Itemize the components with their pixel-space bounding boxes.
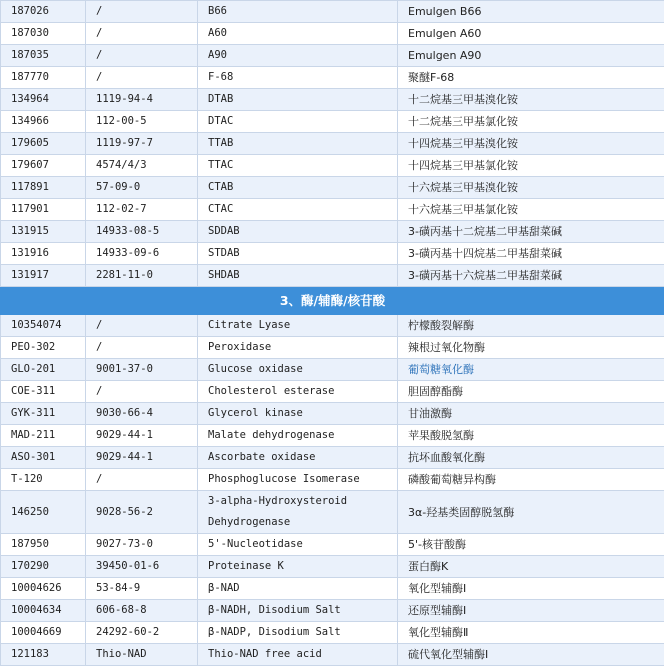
table-row bbox=[1, 45, 664, 67]
table-row bbox=[1, 622, 664, 644]
catalog-number-cell: 10354074 bbox=[1, 315, 86, 337]
cas-number-cell: 9001-37-0 bbox=[86, 359, 198, 381]
cas-number-cell: 39450-01-6 bbox=[86, 556, 198, 578]
product-name-cell bbox=[198, 491, 398, 534]
catalog-number-cell: 187950 bbox=[1, 534, 86, 556]
table-row bbox=[1, 578, 664, 600]
catalog-number-cell: 117901 bbox=[1, 199, 86, 221]
table-row bbox=[1, 491, 664, 534]
chinese-name-cell: 甘油激酶 bbox=[398, 403, 664, 425]
chinese-name-cell: 还原型辅酶Ⅰ bbox=[398, 600, 664, 622]
chinese-name-cell: Emulgen B66 bbox=[398, 1, 664, 23]
catalog-number-cell: 187030 bbox=[1, 23, 86, 45]
table-row bbox=[1, 600, 664, 622]
product-name-cell: Peroxidase bbox=[198, 337, 398, 359]
product-name-cell: Malate dehydrogenase bbox=[198, 425, 398, 447]
table-row bbox=[1, 556, 664, 578]
table-row bbox=[1, 359, 664, 381]
chinese-name-cell: Emulgen A90 bbox=[398, 45, 664, 67]
product-name-line-2: Dehydrogenase bbox=[208, 516, 291, 528]
cas-number-cell: / bbox=[86, 45, 198, 67]
product-name-cell: Proteinase K bbox=[198, 556, 398, 578]
product-name-cell: DTAC bbox=[198, 111, 398, 133]
cas-number-cell: / bbox=[86, 23, 198, 45]
chinese-name-cell: 磷酸葡萄糖异构酶 bbox=[398, 469, 664, 491]
catalog-number-cell: GLO-201 bbox=[1, 359, 86, 381]
product-name-cell: 5'-Nucleotidase bbox=[198, 534, 398, 556]
cas-number-cell: 9028-56-2 bbox=[86, 491, 198, 534]
cas-number-cell: 1119-97-7 bbox=[86, 133, 198, 155]
catalog-number-cell: 131915 bbox=[1, 221, 86, 243]
catalog-number-cell: 146250 bbox=[1, 491, 86, 534]
cas-number-cell: 53-84-9 bbox=[86, 578, 198, 600]
chinese-name-cell: 辣根过氧化物酶 bbox=[398, 337, 664, 359]
cas-number-cell: 606-68-8 bbox=[86, 600, 198, 622]
table-row bbox=[1, 155, 664, 177]
chinese-name-cell: 十四烷基三甲基溴化铵 bbox=[398, 133, 664, 155]
product-name-cell: Cholesterol esterase bbox=[198, 381, 398, 403]
product-name-cell: A90 bbox=[198, 45, 398, 67]
cas-number-cell: 1119-94-4 bbox=[86, 89, 198, 111]
chinese-name-cell: 十六烷基三甲基氯化铵 bbox=[398, 199, 664, 221]
table-row bbox=[1, 337, 664, 359]
product-name-cell: STDAB bbox=[198, 243, 398, 265]
chinese-name-cell: 十二烷基三甲基氯化铵 bbox=[398, 111, 664, 133]
catalog-number-cell: MAD-211 bbox=[1, 425, 86, 447]
chinese-name-cell: 5'-核苷酸酶 bbox=[398, 534, 664, 556]
chinese-name-cell: 3-磺丙基十二烷基二甲基甜菜碱 bbox=[398, 221, 664, 243]
catalog-number-cell: 131917 bbox=[1, 265, 86, 287]
chinese-name-link[interactable]: 葡萄糖氧化酶 bbox=[398, 359, 664, 381]
table-row bbox=[1, 265, 664, 287]
cas-number-cell: / bbox=[86, 67, 198, 89]
cas-number-cell: 14933-09-6 bbox=[86, 243, 198, 265]
table-row bbox=[1, 243, 664, 265]
product-name-cell: SHDAB bbox=[198, 265, 398, 287]
table-row bbox=[1, 447, 664, 469]
cas-number-cell: 14933-08-5 bbox=[86, 221, 198, 243]
catalog-number-cell: 131916 bbox=[1, 243, 86, 265]
table-row bbox=[1, 221, 664, 243]
cas-number-cell: / bbox=[86, 381, 198, 403]
product-name-cell: F-68 bbox=[198, 67, 398, 89]
cas-number-cell: 9030-66-4 bbox=[86, 403, 198, 425]
catalog-number-cell: 117891 bbox=[1, 177, 86, 199]
cas-number-cell: 112-00-5 bbox=[86, 111, 198, 133]
table-row bbox=[1, 381, 664, 403]
chinese-name-cell: 十六烷基三甲基溴化铵 bbox=[398, 177, 664, 199]
chinese-name-cell: 柠檬酸裂解酶 bbox=[398, 315, 664, 337]
chinese-name-cell: 聚醚F-68 bbox=[398, 67, 664, 89]
table-row bbox=[1, 111, 664, 133]
catalog-number-cell: PEO-302 bbox=[1, 337, 86, 359]
cas-number-cell: 4574/4/3 bbox=[86, 155, 198, 177]
catalog-number-cell: GYK-311 bbox=[1, 403, 86, 425]
chinese-name-cell: 十二烷基三甲基溴化铵 bbox=[398, 89, 664, 111]
cas-number-cell: / bbox=[86, 315, 198, 337]
table-row bbox=[1, 425, 664, 447]
product-name-cell: β-NADH, Disodium Salt bbox=[198, 600, 398, 622]
table-row bbox=[1, 199, 664, 221]
catalog-number-cell: 179605 bbox=[1, 133, 86, 155]
table-row bbox=[1, 403, 664, 425]
catalog-number-cell: 187026 bbox=[1, 1, 86, 23]
product-name-cell: β-NADP, Disodium Salt bbox=[198, 622, 398, 644]
product-name-cell: CTAC bbox=[198, 199, 398, 221]
chinese-name-cell: 抗坏血酸氧化酶 bbox=[398, 447, 664, 469]
catalog-number-cell: COE-311 bbox=[1, 381, 86, 403]
catalog-number-cell: 121183 bbox=[1, 644, 86, 666]
catalog-number-cell: 10004626 bbox=[1, 578, 86, 600]
table-row bbox=[1, 133, 664, 155]
table-row bbox=[1, 644, 664, 666]
product-name-cell: CTAB bbox=[198, 177, 398, 199]
table-row bbox=[1, 534, 664, 556]
catalog-number-cell: T-120 bbox=[1, 469, 86, 491]
product-name-cell: Ascorbate oxidase bbox=[198, 447, 398, 469]
cas-number-cell: / bbox=[86, 1, 198, 23]
cas-number-cell: 2281-11-0 bbox=[86, 265, 198, 287]
product-name-cell: Glucose oxidase bbox=[198, 359, 398, 381]
chinese-name-cell: 蛋白酶K bbox=[398, 556, 664, 578]
catalog-number-cell: 187770 bbox=[1, 67, 86, 89]
chinese-name-cell: 胆固醇酯酶 bbox=[398, 381, 664, 403]
product-name-cell: Thio-NAD free acid bbox=[198, 644, 398, 666]
product-name-cell: Citrate Lyase bbox=[198, 315, 398, 337]
cas-number-cell: / bbox=[86, 337, 198, 359]
table-row bbox=[1, 67, 664, 89]
table-row bbox=[1, 1, 664, 23]
cas-number-cell: / bbox=[86, 469, 198, 491]
chinese-name-cell: 十四烷基三甲基氯化铵 bbox=[398, 155, 664, 177]
table-row bbox=[1, 89, 664, 111]
catalog-number-cell: 170290 bbox=[1, 556, 86, 578]
chinese-name-cell: 3-磺丙基十四烷基二甲基甜菜碱 bbox=[398, 243, 664, 265]
cas-number-cell: 9029-44-1 bbox=[86, 425, 198, 447]
product-name-cell: B66 bbox=[198, 1, 398, 23]
product-name-cell: TTAB bbox=[198, 133, 398, 155]
product-name-cell: β-NAD bbox=[198, 578, 398, 600]
cas-number-cell: 112-02-7 bbox=[86, 199, 198, 221]
table-row bbox=[1, 23, 664, 45]
chinese-name-cell: 3α-羟基类固醇脱氢酶 bbox=[398, 491, 664, 534]
chinese-name-cell: 苹果酸脱氢酶 bbox=[398, 425, 664, 447]
cas-number-cell: 57-09-0 bbox=[86, 177, 198, 199]
product-name-line-1: 3-alpha-Hydroxysteroid bbox=[208, 495, 348, 507]
chinese-name-cell: 氧化型辅酶Ⅱ bbox=[398, 622, 664, 644]
product-name-cell: TTAC bbox=[198, 155, 398, 177]
table-row bbox=[1, 315, 664, 337]
chinese-name-cell: 硫代氧化型辅酶Ⅰ bbox=[398, 644, 664, 666]
chinese-name-cell: Emulgen A60 bbox=[398, 23, 664, 45]
section-title: 3、酶/辅酶/核苷酸 bbox=[1, 287, 664, 315]
catalog-number-cell: 134966 bbox=[1, 111, 86, 133]
cas-number-cell: 9029-44-1 bbox=[86, 447, 198, 469]
product-name-cell: A60 bbox=[198, 23, 398, 45]
cas-number-cell: 24292-60-2 bbox=[86, 622, 198, 644]
table-row bbox=[1, 177, 664, 199]
product-name-cell: SDDAB bbox=[198, 221, 398, 243]
product-name-cell: Phosphoglucose Isomerase bbox=[198, 469, 398, 491]
chinese-name-cell: 氧化型辅酶Ⅰ bbox=[398, 578, 664, 600]
product-table-body bbox=[1, 1, 664, 666]
cas-number-cell: Thio-NAD bbox=[86, 644, 198, 666]
catalog-number-cell: 134964 bbox=[1, 89, 86, 111]
product-name-cell: DTAB bbox=[198, 89, 398, 111]
cas-number-cell: 9027-73-0 bbox=[86, 534, 198, 556]
section-header-row bbox=[1, 287, 664, 315]
catalog-number-cell: 179607 bbox=[1, 155, 86, 177]
catalog-number-cell: 187035 bbox=[1, 45, 86, 67]
chinese-name-cell: 3-磺丙基十六烷基二甲基甜菜碱 bbox=[398, 265, 664, 287]
catalog-number-cell: 10004669 bbox=[1, 622, 86, 644]
product-name-cell: Glycerol kinase bbox=[198, 403, 398, 425]
catalog-number-cell: 10004634 bbox=[1, 600, 86, 622]
catalog-number-cell: ASO-301 bbox=[1, 447, 86, 469]
table-row bbox=[1, 469, 664, 491]
